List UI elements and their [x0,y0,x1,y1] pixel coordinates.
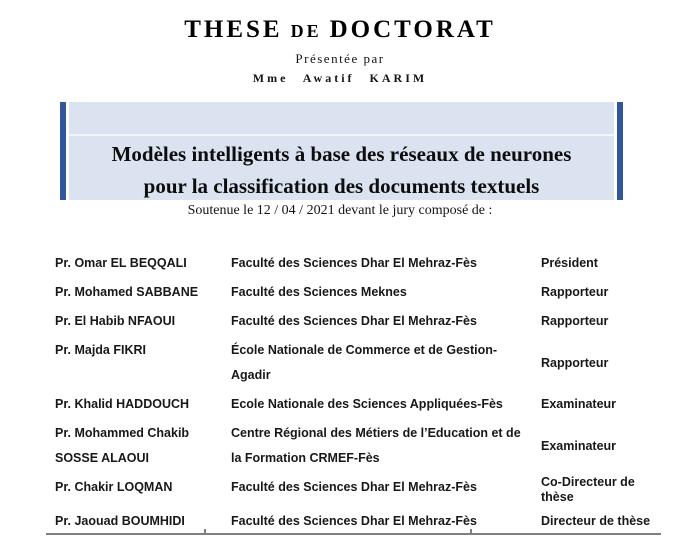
defense-date-line: Soutenue le 12 / 04 / 2021 devant le jury composé de : [187,203,493,218]
jury-member-institution-line: Faculté des Sciences Dhar El Mehraz-Fès [231,256,477,270]
jury-table [55,249,673,536]
jury-member-institution-line: Faculté des Sciences Dhar El Mehraz-Fès [231,480,477,494]
jury-member-role [541,390,673,419]
jury-row [55,390,673,419]
jury-member-role-line: Rapporteur [541,314,609,328]
jury-member-institution [231,390,541,419]
bottom-border-tick [204,529,206,535]
document-title-word1: THESE [184,16,283,43]
jury-member-name-line: Pr. Mohammed Chakib [55,426,190,440]
jury-member-name [55,473,231,507]
jury-member-institution-line: Faculté des Sciences Meknes [231,285,407,299]
thesis-title-line2: pour la classification des documents textuels [143,174,540,198]
jury-member-name-line: Pr. Omar EL BEQQALI [55,256,187,270]
document-title [0,16,680,44]
panel-divider-line [69,134,614,136]
thesis-title [72,138,611,202]
jury-member-institution [231,336,541,390]
jury-member-role [541,507,673,536]
jury-member-name-line: SOSSE ALAOUI [55,451,149,465]
jury-member-role-line: Directeur de thèse [541,514,651,528]
bottom-border-tick [470,529,472,535]
jury-member-name [55,278,231,307]
jury-member-name [55,390,231,419]
jury-member-role [541,336,673,390]
document-title-word2: DE [290,21,322,41]
jury-member-name-line: Pr. Mohamed SABBANE [55,285,199,299]
jury-row [55,507,673,536]
jury-member-name-line: Pr. Chakir LOQMAN [55,480,173,494]
jury-member-role-line: Examinateur [541,438,617,453]
jury-member-role [541,473,673,507]
accent-bar-left [60,102,66,200]
jury-member-role [541,419,673,473]
jury-member-role-line: Président [541,256,598,270]
jury-member-institution-line: Faculté des Sciences Dhar El Mehraz-Fès [231,314,477,328]
jury-member-role-line: thèse [541,490,574,504]
jury-member-role-line: Co-Directeur de [541,475,635,489]
jury-member-institution [231,473,541,507]
jury-member-role [541,249,673,278]
presented-by-label: Présentée par [295,51,385,66]
jury-member-name [55,419,231,473]
accent-bar-right [617,102,623,200]
jury-member-role-line: Rapporteur [541,355,609,370]
jury-member-institution-line: Centre Régional des Métiers de l’Education et de [231,426,521,440]
jury-row [55,307,673,336]
jury-member-role [541,307,673,336]
jury-row [55,336,673,390]
jury-row [55,419,673,473]
jury-member-name [55,307,231,336]
jury-member-name [55,249,231,278]
jury-member-institution-line: la Formation CRMEF-Fès [231,451,380,465]
jury-member-institution [231,419,541,473]
jury-row [55,473,673,507]
document-title-word3: DOCTORAT [329,16,496,43]
jury-member-role-line: Rapporteur [541,285,609,299]
jury-member-name [55,336,231,390]
jury-member-institution [231,278,541,307]
thesis-title-line1: Modèles intelligents à base des réseaux de neurones [111,142,572,166]
jury-member-name-line: Pr. Majda FIKRI [55,343,146,357]
jury-member-institution-line: École Nationale de Commerce et de Gestion- [231,343,498,357]
jury-member-institution [231,507,541,536]
jury-member-institution-line: Ecole Nationale des Sciences Appliquées-Fès [231,397,503,411]
jury-member-institution [231,249,541,278]
thesis-title-box [60,102,623,200]
bottom-table-border [46,533,661,535]
jury-member-name-line: Pr. El Habib NFAOUI [55,314,176,328]
jury-member-role [541,278,673,307]
author-name: Mme Awatif KARIM [252,71,428,85]
jury-member-role-line: Examinateur [541,397,617,411]
jury-member-institution-line: Faculté des Sciences Dhar El Mehraz-Fès [231,514,477,528]
jury-member-name-line: Pr. Khalid HADDOUCH [55,397,190,411]
jury-member-institution-line: Agadir [231,368,271,382]
jury-member-institution [231,307,541,336]
jury-row [55,249,673,278]
jury-table-body [55,249,673,536]
jury-row [55,278,673,307]
jury-member-name-line: Pr. Jaouad BOUMHIDI [55,514,185,528]
